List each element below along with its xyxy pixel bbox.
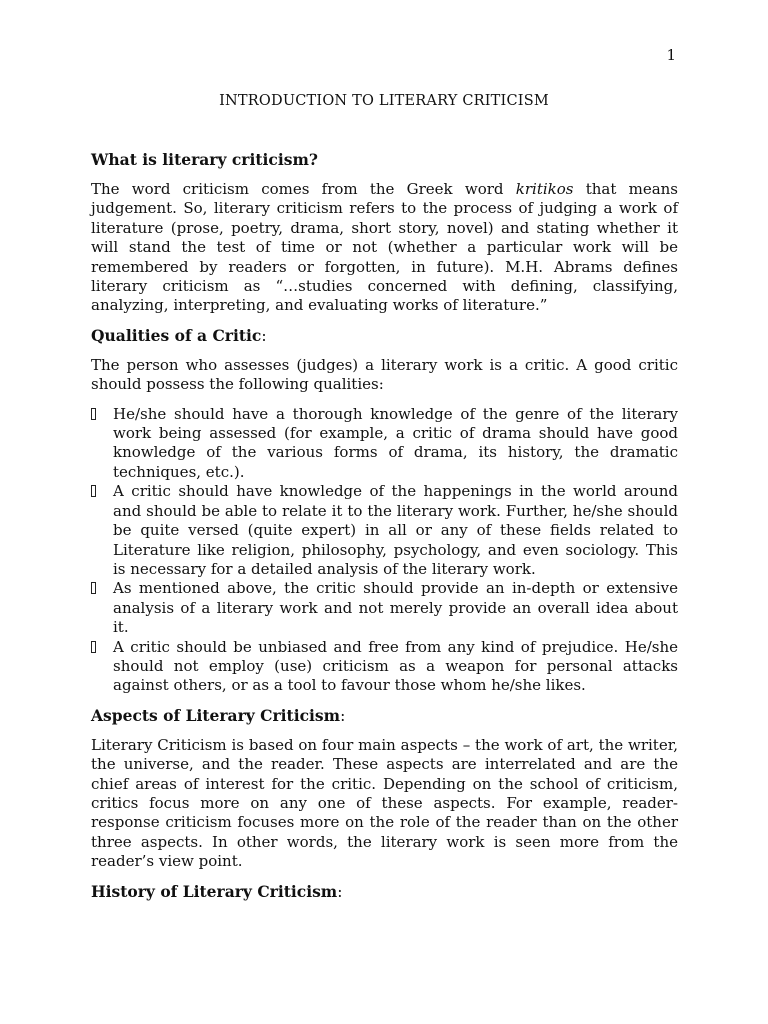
heading-text: Qualities of a Critic [91, 325, 262, 345]
heading-text: History of Literary Criticism [91, 881, 338, 901]
list-item [91, 482, 678, 579]
bullet-box-icon [91, 408, 96, 420]
list-item [91, 405, 678, 483]
document-body [91, 150, 678, 912]
bullet-box-icon [91, 641, 96, 653]
paragraph-definition [91, 180, 678, 316]
paragraph-aspects: Literary Criticism is based on four main aspects – the work of art, the writer, the universe, and the reader. These aspects are interrelated and are the chief areas of interest for the critic. Depending on the school of criticism, critics focus more on any one of these aspects. For example, reader-response criticism focuses more on the role of the reader than on the other three aspects. In other words, the literary work is seen more from the reader’s view point. [91, 735, 678, 871]
heading-colon: : [261, 326, 267, 345]
list-item-text: A critic should be unbiased and free from any kind of prejudice. He/she should not employ (use) criticism as a weapon for personal attacks against others, or as a tool to favour those whom he/she likes. [113, 637, 678, 695]
paragraph-text: The word criticism comes from the Greek word [91, 180, 516, 198]
list-item [91, 638, 678, 696]
list-item-text: A critic should have knowledge of the happenings in the world around and should be able to relate it to the literary work. Further, he/she should be quite versed (quite expert) in all or any of these fields related to Literature like religion, philosophy, psychology, and even sociology. This is necessary for a detailed analysis of the literary work. [113, 482, 678, 578]
heading-colon: : [340, 706, 346, 725]
section-heading-qualities-of-a-critic [91, 326, 678, 346]
qualities-list [91, 405, 678, 696]
heading-colon: : [337, 882, 343, 901]
list-item-text: As mentioned above, the critic should provide an in-depth or extensive analysis of a literary work and not merely provide an overall idea about it. [113, 579, 678, 637]
italic-term-kritikos: kritikos [515, 180, 574, 198]
page-number: 1 [666, 46, 676, 64]
bullet-box-icon [91, 485, 96, 497]
list-item-text: He/she should have a thorough knowledge of the genre of the literary work being assessed (for example, a critic of drama should have good knowledge of the various forms of drama, its history, the dramatic techniques, etc.). [113, 404, 678, 481]
section-heading-aspects-of-literary-criticism [91, 706, 678, 726]
bullet-box-icon [91, 582, 96, 594]
section-heading-what-is-literary-criticism [91, 150, 678, 170]
section-heading-history-of-literary-criticism [91, 882, 678, 902]
list-item [91, 579, 678, 637]
paragraph-text: that means judgement. So, literary criticism refers to the process of judging a work of literature (prose, poetry, drama, short story, novel) and stating whether it will stand the test of time or not (whether a particular work will be remembered by readers or forgotten, in future). M.H. Abrams defines literary criticism as “…studies concerned with defining, classifying, analyzing, interpreting, and evaluating works of literature.” [91, 180, 678, 315]
paragraph-qualities-intro: The person who assesses (judges) a literary work is a critic. A good critic should possess the following qualities: [91, 355, 678, 394]
heading-text: Aspects of Literary Criticism [91, 705, 341, 725]
heading-text: What is literary criticism? [91, 150, 318, 169]
document-title: INTRODUCTION TO LITERARY CRITICISM [219, 93, 549, 109]
